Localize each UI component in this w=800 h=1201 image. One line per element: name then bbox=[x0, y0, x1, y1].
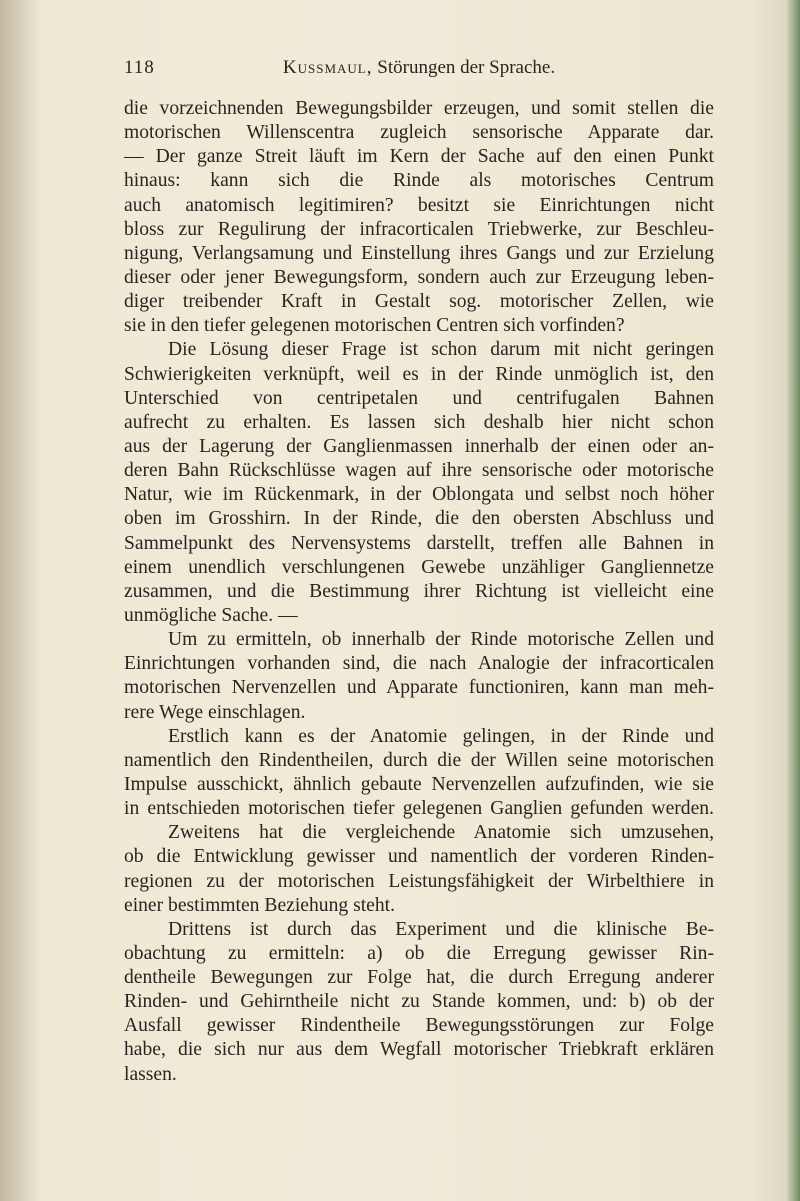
header-title: Störungen der Sprache. bbox=[377, 57, 556, 78]
text-line: Ausfall gewisser Rindentheile Bewegungsstörungen zur Folge bbox=[124, 1015, 714, 1037]
text-line: hinaus: kann sich die Rinde als motorisches Centrum bbox=[124, 170, 714, 192]
text-line: Rinden- und Gehirntheile nicht zu Stande kommen, und: b) ob der bbox=[124, 991, 714, 1013]
text-line: Drittens ist durch das Experiment und die klinische Be- bbox=[168, 918, 714, 940]
text-line: aufrecht zu erhalten. Es lassen sich deshalb hier nicht schon bbox=[124, 411, 714, 433]
text-line: bloss zur Regulirung der infracorticalen Triebwerke, zur Beschleu- bbox=[124, 218, 714, 240]
text-line: Sammelpunkt des Nervensystems darstellt, treffen alle Bahnen in bbox=[124, 532, 714, 554]
text-line: Erstlich kann es der Anatomie gelingen, in der Rinde und bbox=[168, 725, 714, 747]
body-text bbox=[124, 97, 714, 1087]
text-line: regionen zu der motorischen Leistungsfähigkeit der Wirbelthiere in bbox=[124, 870, 714, 892]
text-line: lassen. bbox=[124, 1063, 177, 1085]
text-line: diger treibender Kraft in Gestalt sog. motorischer Zellen, wie bbox=[124, 291, 714, 313]
text-line: Einrichtungen vorhanden sind, die nach Analogie der infracorticalen bbox=[124, 653, 714, 675]
text-line: auch anatomisch legitimiren? besitzt sie Einrichtungen nicht bbox=[124, 194, 714, 216]
text-line: namentlich den Rindentheilen, durch die der Willen seine motorischen bbox=[124, 749, 714, 771]
running-title bbox=[124, 57, 714, 79]
text-line: motorischen Nervenzellen und Apparate functioniren, kann man meh- bbox=[124, 677, 714, 699]
text-line: aus der Lagerung der Ganglienmassen innerhalb der einen oder an- bbox=[124, 435, 714, 457]
text-line: obachtung zu ermitteln: a) ob die Erregung gewisser Rin- bbox=[124, 942, 714, 964]
text-line: zusammen, und die Bestimmung ihrer Richtung ist vielleicht eine bbox=[124, 580, 714, 602]
text-line: dentheile Bewegungen zur Folge hat, die durch Erregung anderer bbox=[124, 967, 714, 989]
text-line: Um zu ermitteln, ob innerhalb der Rinde motorische Zellen und bbox=[168, 629, 714, 651]
text-line: oben im Grosshirn. In der Rinde, die den obersten Abschluss und bbox=[124, 508, 714, 530]
text-line: rere Wege einschlagen. bbox=[124, 701, 306, 723]
header-author: Kussmaul, bbox=[282, 57, 373, 78]
text-line: in entschieden motorischen tiefer gelegenen Ganglien gefunden werden. bbox=[124, 798, 714, 820]
text-line: dieser oder jener Bewegungsform, sondern auch zur Erzeugung leben- bbox=[124, 266, 714, 288]
page-edge bbox=[786, 0, 800, 1201]
text-line: Zweitens hat die vergleichende Anatomie sich umzusehen, bbox=[168, 822, 714, 844]
gutter-shadow bbox=[0, 0, 40, 1201]
text-line: habe, die sich nur aus dem Wegfall motorischer Triebkraft erklären bbox=[124, 1039, 714, 1061]
text-line: deren Bahn Rückschlüsse wagen auf ihre sensorische oder motorische bbox=[124, 460, 714, 482]
text-line: unmögliche Sache. — bbox=[124, 604, 298, 626]
text-line: einer bestimmten Beziehung steht. bbox=[124, 894, 395, 916]
text-line: Unterschied von centripetalen und centrifugalen Bahnen bbox=[124, 387, 714, 409]
text-line: sie in den tiefer gelegenen motorischen Centren sich vorfinden? bbox=[124, 315, 625, 337]
text-line: nigung, Verlangsamung und Einstellung ihres Gangs und zur Erzielung bbox=[124, 242, 714, 264]
text-line: — Der ganze Streit läuft im Kern der Sache auf den einen Punkt bbox=[124, 146, 714, 168]
text-line: Impulse ausschickt, ähnlich gebaute Nervenzellen aufzufinden, wie sie bbox=[124, 773, 714, 795]
text-line: Die Lösung dieser Frage ist schon darum mit nicht geringen bbox=[168, 339, 714, 361]
text-line: ob die Entwicklung gewisser und namentlich der vorderen Rinden- bbox=[124, 846, 714, 868]
text-line: Schwierigkeiten verknüpft, weil es in der Rinde unmöglich ist, den bbox=[124, 363, 714, 385]
text-line: Natur, wie im Rückenmark, in der Oblongata und selbst noch höher bbox=[124, 484, 714, 506]
page-number: 118 bbox=[124, 57, 155, 78]
text-line: die vorzeichnenden Bewegungsbilder erzeugen, und somit stellen die bbox=[124, 98, 714, 119]
text-line: einem unendlich verschlungenen Gewebe unzähliger Gangliennetze bbox=[124, 556, 714, 578]
text-line: motorischen Willenscentra zugleich sensorische Apparate dar. bbox=[124, 122, 714, 144]
